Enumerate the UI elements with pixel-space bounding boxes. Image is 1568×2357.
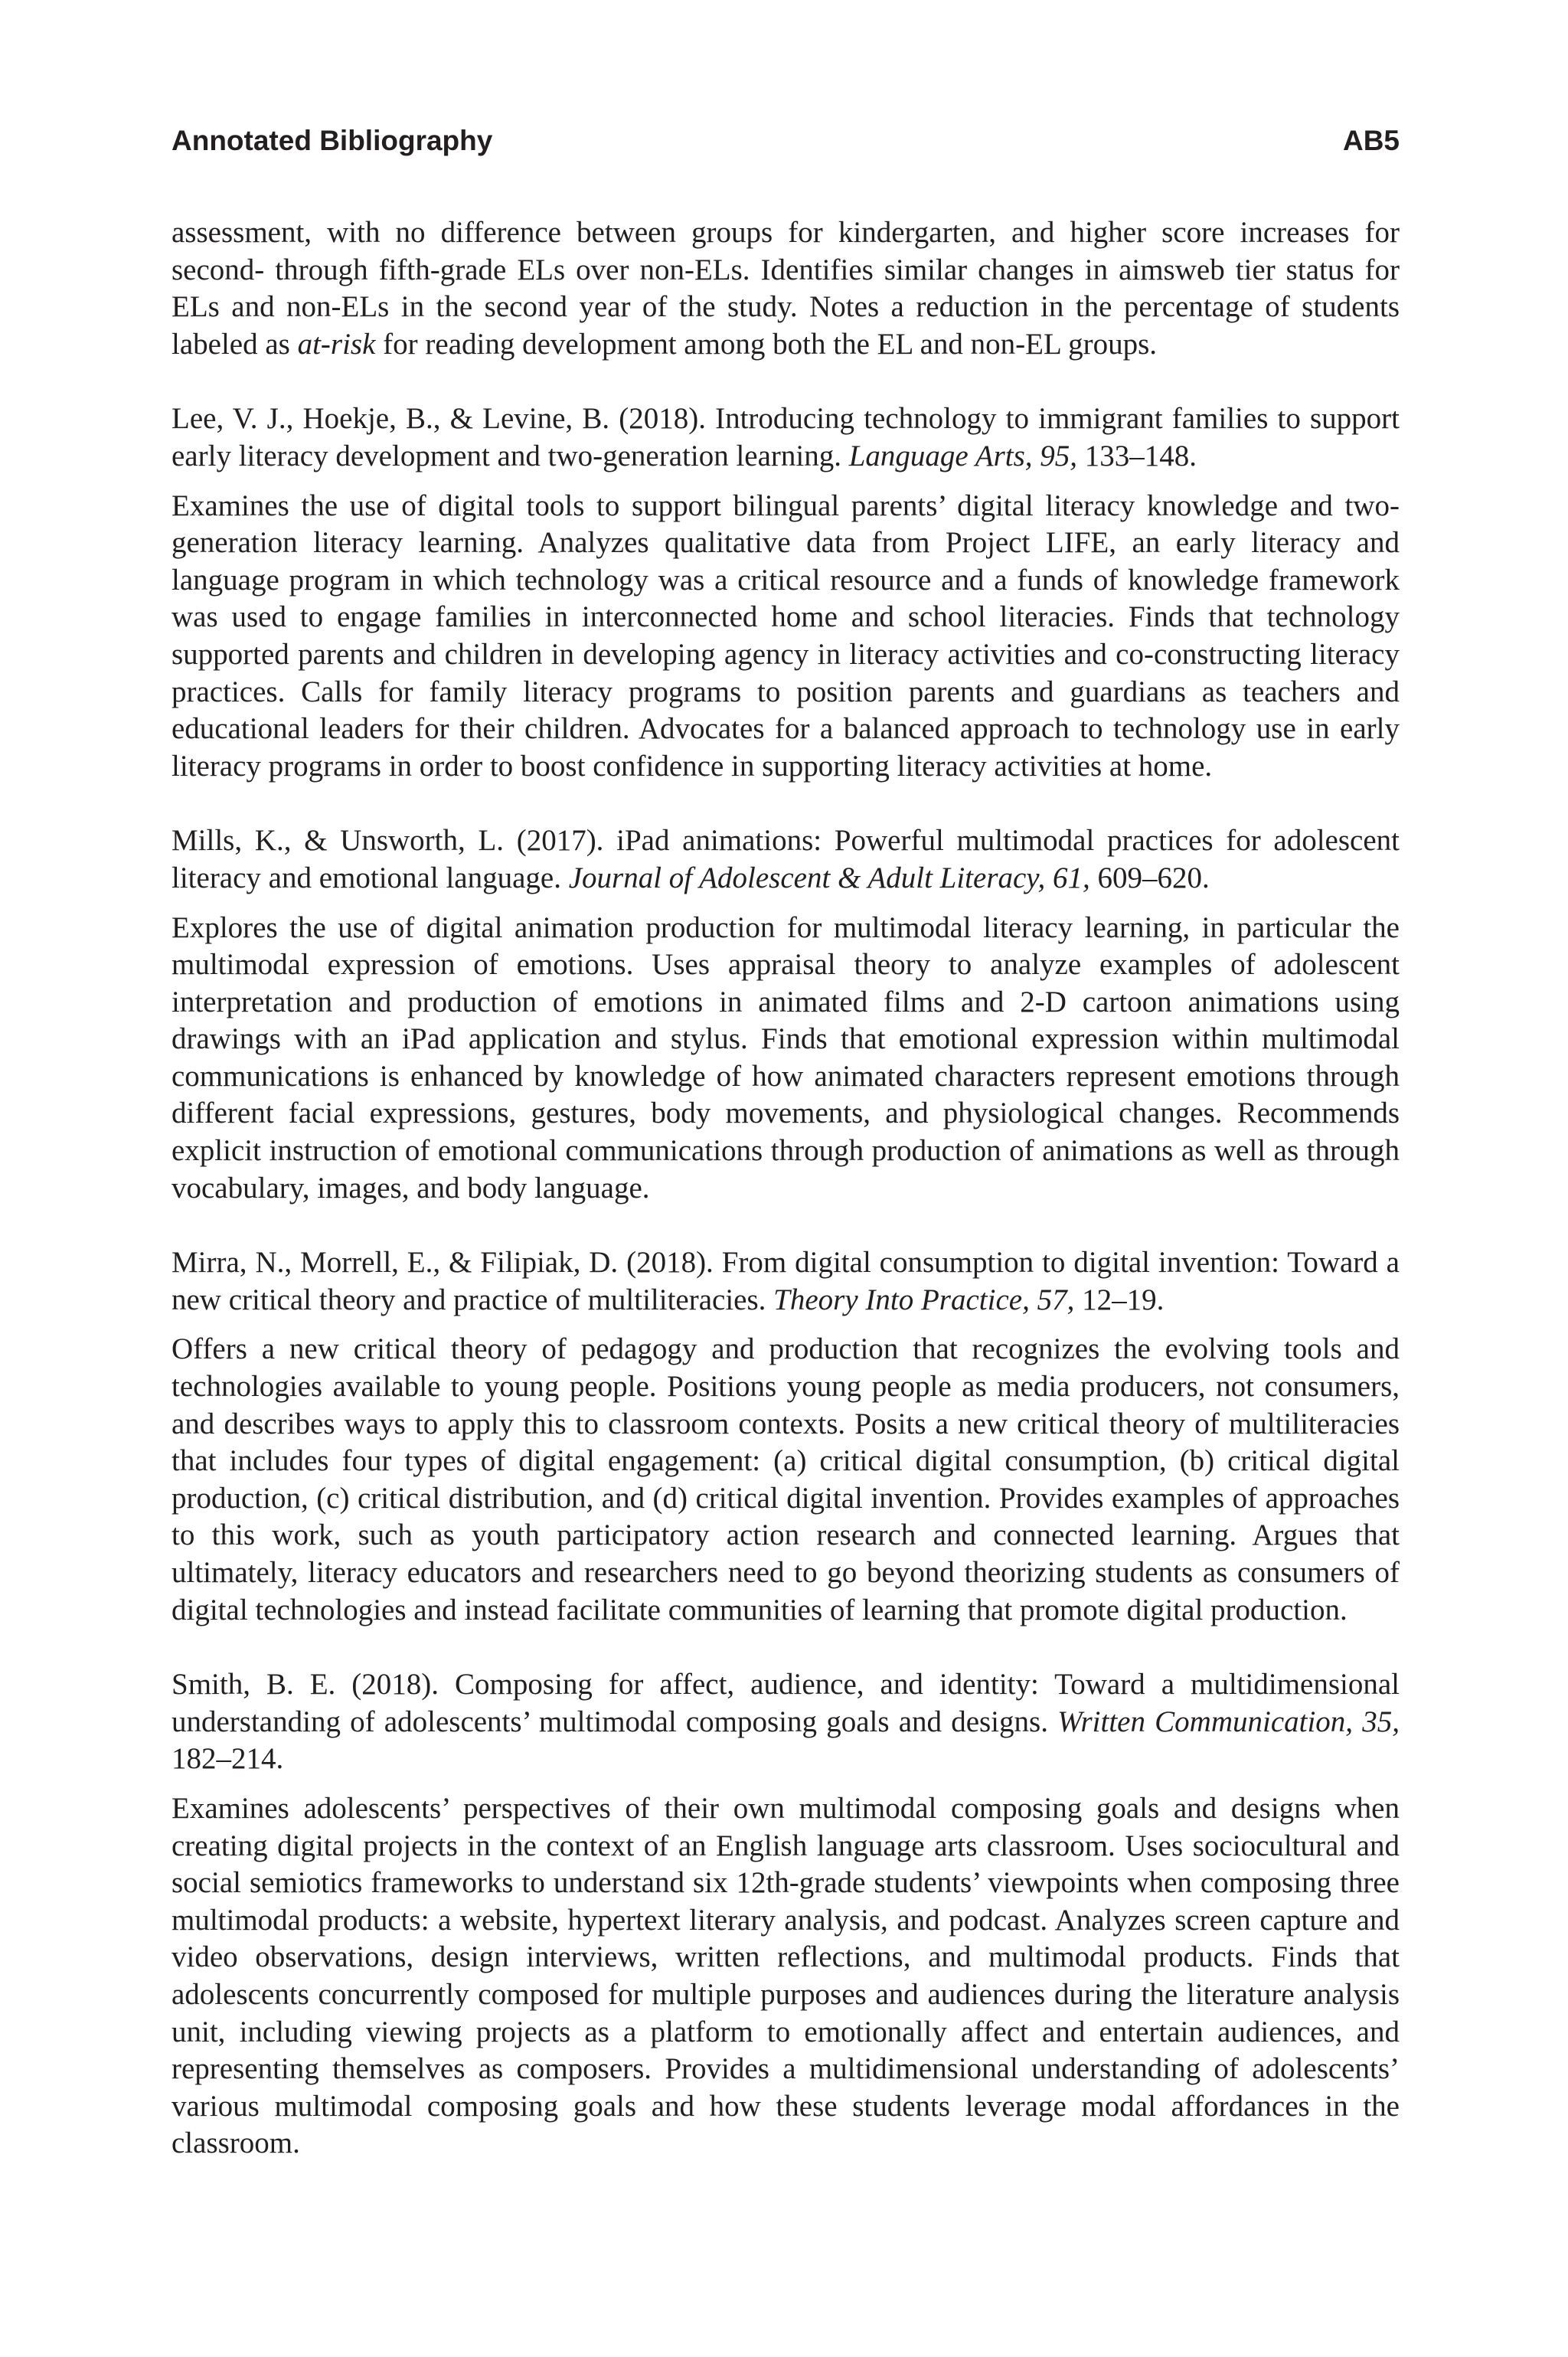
citation: [172, 822, 1400, 897]
document-page: [172, 121, 1400, 2200]
citation: [172, 1666, 1400, 1778]
running-head-title: Annotated Bibliography: [172, 125, 493, 156]
continued-annotation: [172, 214, 1400, 363]
citation-pages: 609–620.: [1089, 861, 1210, 894]
citation-main: Mirra, N., Morrell, E., & Filipiak, D. (2018). From digital consumption to digital invention: Toward a new critical theory and practice of multiliteracies.: [172, 1246, 1400, 1316]
citation: [172, 400, 1400, 475]
bibliography-entry-lee: [172, 400, 1400, 785]
citation-pages: 133–148.: [1077, 439, 1197, 472]
running-head: [172, 121, 1400, 161]
citation-main: Lee, V. J., Hoekje, B., & Levine, B. (2018). Introducing technology to immigrant families to support early literacy development and two-generation learning.: [172, 402, 1400, 472]
continued-text-part1: assessment, with no difference between groups for kindergarten, and higher score increases for second- through fifth-grade ELs over non-ELs. Identifies similar changes in aimsweb tier status for ELs and non-ELs in the second year of the study. Notes a reduction in the percentage of students labeled as: [172, 216, 1400, 361]
continued-text-part2: for reading development among both the EL and non-EL groups.: [375, 327, 1158, 361]
citation-main: Smith, B. E. (2018). Composing for affect, audience, and identity: Toward a multidimensional understanding of adolescents’ multimodal composing goals and designs.: [172, 1668, 1400, 1738]
bibliography-entry-mirra: [172, 1244, 1400, 1629]
annotation: Examines the use of digital tools to support bilingual parents’ digital literacy knowledge and two-generation literacy learning. Analyzes qualitative data from Project LIFE, an early literacy and language program in which technology was a critical resource and a funds of knowledge framework was used to engage families in interconnected home and school literacies. Finds that technology supported parents and children in developing agency in literacy activities and co-constructing literacy practices. Calls for family literacy programs to position parents and guardians as teachers and educational leaders for their children. Advocates for a balanced approach to technology use in early literacy programs in order to boost confidence in supporting literacy activities at home.: [172, 489, 1400, 783]
citation-pages: 182–214.: [172, 1742, 284, 1776]
continued-text-italic: at-risk: [297, 327, 376, 361]
citation-pages: 12–19.: [1074, 1283, 1165, 1316]
citation-journal: Journal of Adolescent & Adult Literacy, 61,: [568, 861, 1090, 894]
citation-journal: Language Arts, 95,: [848, 439, 1078, 472]
citation-main: Mills, K., & Unsworth, L. (2017). iPad animations: Powerful multimodal practices for adolescent literacy and emotional language.: [172, 824, 1400, 894]
citation: [172, 1244, 1400, 1319]
annotation: Examines adolescents’ perspectives of their own multimodal composing goals and designs when creating digital projects in the context of an English language arts classroom. Uses sociocultural and social semiotics frameworks to understand six 12th-grade students’ viewpoints when composing three multimodal products: a website, hypertext literary analysis, and podcast. Analyzes screen capture and video observations, design interviews, written reflections, and multimodal products. Finds that adolescents concurrently composed for multiple purposes and audiences during the literature analysis unit, including viewing projects as a platform to emotionally affect and entertain audiences, and representing themselves as composers. Provides a multidimensional understanding of adolescents’ various multimodal composing goals and how these students leverage modal affordances in the classroom.: [172, 1791, 1400, 2160]
citation-journal: Theory Into Practice, 57,: [773, 1283, 1075, 1316]
bibliography-entry-smith: [172, 1666, 1400, 2162]
page-number: AB5: [1342, 125, 1400, 156]
annotation: Explores the use of digital animation production for multimodal literacy learning, in particular the multimodal expression of emotions. Uses appraisal theory to analyze examples of adolescent interpretation and production of emotions in animated films and 2-D cartoon animations using drawings with an iPad application and stylus. Finds that emotional expression within multimodal communications is enhanced by knowledge of how animated characters represent emotions through different facial expressions, gestures, body movements, and physiological changes. Recommends explicit instruction of emotional communications through production of animations as well as through vocabulary, images, and body language.: [172, 910, 1400, 1205]
annotation: Offers a new critical theory of pedagogy and production that recognizes the evolving tools and technologies available to young people. Positions young people as media producers, not consumers, and describes ways to apply this to classroom contexts. Posits a new critical theory of multiliteracies that includes four types of digital engagement: (a) critical digital consumption, (b) critical digital production, (c) critical distribution, and (d) critical digital invention. Provides examples of approaches to this work, such as youth participatory action research and connected learning. Argues that ultimately, literacy educators and researchers need to go beyond theorizing students as consumers of digital technologies and instead facilitate communities of learning that promote digital production.: [172, 1332, 1400, 1626]
citation-journal: Written Communication, 35,: [1057, 1705, 1400, 1738]
bibliography-entry-mills: [172, 822, 1400, 1207]
